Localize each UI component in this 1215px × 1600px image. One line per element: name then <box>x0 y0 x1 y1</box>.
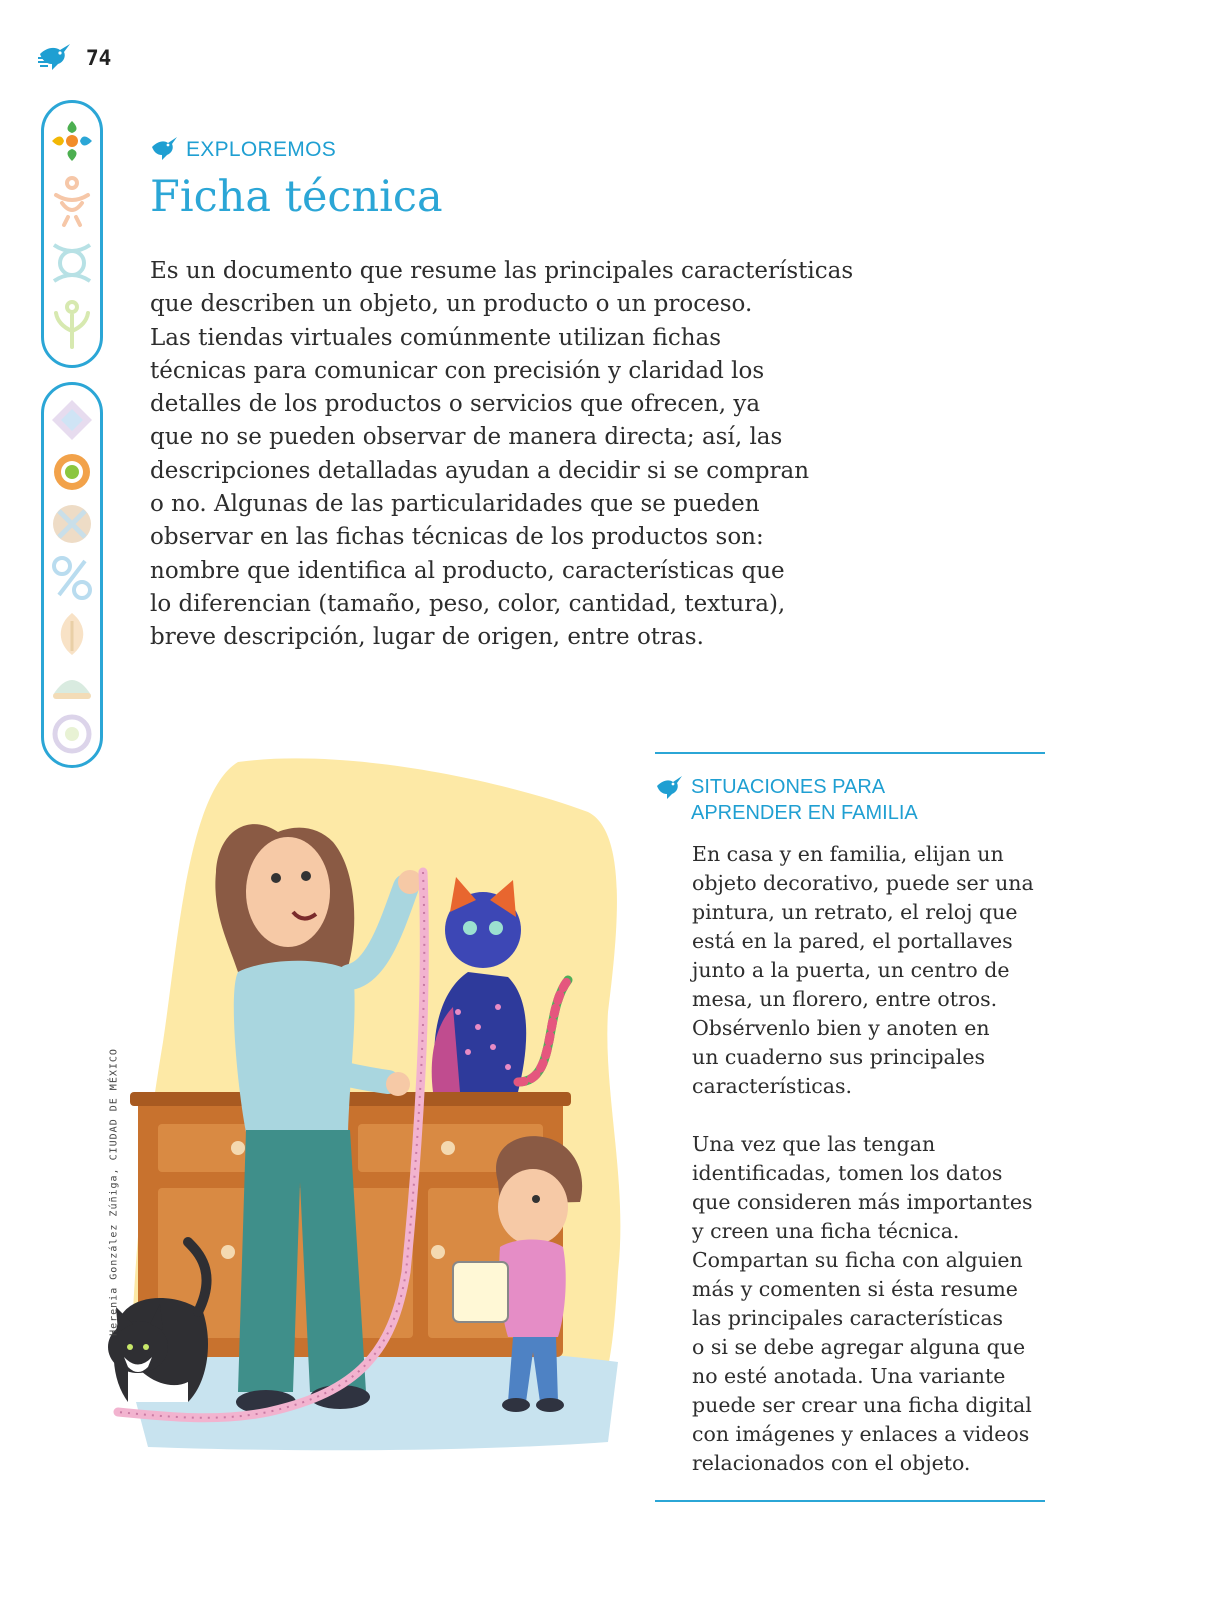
family-line: Una vez que las tengan <box>692 1132 936 1156</box>
hummingbird-logo-icon <box>36 40 76 76</box>
box-top-rule <box>655 752 1045 754</box>
mound-axis-icon <box>49 665 95 705</box>
family-line: que consideren más importantes <box>692 1190 1033 1214</box>
family-line: las principales características <box>692 1306 1004 1330</box>
intro-line: que no se pueden observar de manera directa; así, las <box>150 424 783 451</box>
family-line: con imágenes y enlaces a videos <box>692 1422 1030 1446</box>
family-line: mesa, un florero, entre otros. <box>692 987 998 1011</box>
illustration-credit: Herenia González Zúñiga, CIUDAD DE MÉXICO <box>108 1048 120 1336</box>
page-title: Ficha técnica <box>150 172 443 222</box>
family-line: o si se debe agregar alguna que <box>692 1335 1026 1359</box>
family-line: Compartan su ficha con alguien <box>692 1248 1023 1272</box>
family-line: identificadas, tomen los datos <box>692 1161 1003 1185</box>
intro-line: nombre que identifica al producto, características que <box>150 557 785 584</box>
section-label-text: EXPLOREMOS <box>186 138 337 161</box>
intro-line: observar en las fichas técnicas de los productos son: <box>150 524 764 551</box>
flower-field-icon-active <box>48 117 96 165</box>
family-line: objeto decorativo, puede ser una <box>692 871 1034 895</box>
family-line: relacionados con el objeto. <box>692 1451 971 1475</box>
diamond-axis-icon <box>49 397 95 443</box>
hummingbird-icon <box>655 774 685 804</box>
intro-line: breve descripción, lugar de origen, entre otras. <box>150 624 704 651</box>
family-line: Obsérvenlo bien y anoten en <box>692 1016 990 1040</box>
square-cross-axis-icon <box>49 501 95 547</box>
ring-field-icon <box>48 237 96 289</box>
intro-line: Las tiendas virtuales comúnmente utilizan fichas <box>150 324 722 351</box>
people-field-icon <box>48 173 96 229</box>
intro-paragraph <box>150 255 910 655</box>
family-line: puede ser crear una ficha digital <box>692 1393 1032 1417</box>
leaf-axis-icon <box>49 609 95 659</box>
percent-axis-icon <box>49 553 95 603</box>
family-line: un cuaderno sus principales <box>692 1045 985 1069</box>
circle-axis-icon <box>49 711 95 757</box>
family-line: características. <box>692 1074 852 1098</box>
family-line: más y comenten si ésta resume <box>692 1277 1018 1301</box>
family-activity-text <box>692 840 1042 1478</box>
family-label-line: SITUACIONES PARA <box>691 776 886 798</box>
section-label <box>150 135 336 165</box>
field-icons-rail <box>41 100 103 368</box>
intro-line: descripciones detalladas ayudan a decidir si se compran <box>150 457 810 484</box>
page-number-text: 74 <box>86 46 112 70</box>
family-label-line: APRENDER EN FAMILIA <box>691 802 918 824</box>
family-line: no esté anotada. Una variante <box>692 1364 1006 1388</box>
page-number <box>36 40 111 76</box>
intro-line: detalles de los productos o servicios que ofrecen, ya <box>150 391 761 418</box>
intro-line: técnicas para comunicar con precisión y claridad los <box>150 357 765 384</box>
family-line: y creen una ficha técnica. <box>692 1219 960 1243</box>
family-line: En casa y en familia, elijan un <box>692 842 1004 866</box>
axes-icons-rail <box>41 382 103 768</box>
family-measuring-illustration <box>88 752 633 1452</box>
intro-line: lo diferencian (tamaño, peso, color, cantidad, textura), <box>150 590 786 617</box>
family-line: junto a la puerta, un centro de <box>692 958 1010 982</box>
hummingbird-icon <box>150 135 180 165</box>
family-line: está en la pared, el portallaves <box>692 929 1013 953</box>
intro-line: o no. Algunas de las particularidades que se pueden <box>150 491 760 518</box>
intro-line: que describen un objeto, un producto o un proceso. <box>150 291 753 318</box>
plant-field-icon <box>48 297 96 353</box>
intro-line: Es un documento que resume las principales características <box>150 258 854 284</box>
spiral-axis-icon-active <box>49 449 95 495</box>
family-line: pintura, un retrato, el reloj que <box>692 900 1018 924</box>
box-bottom-rule <box>655 1500 1045 1502</box>
family-section-label <box>655 774 918 826</box>
